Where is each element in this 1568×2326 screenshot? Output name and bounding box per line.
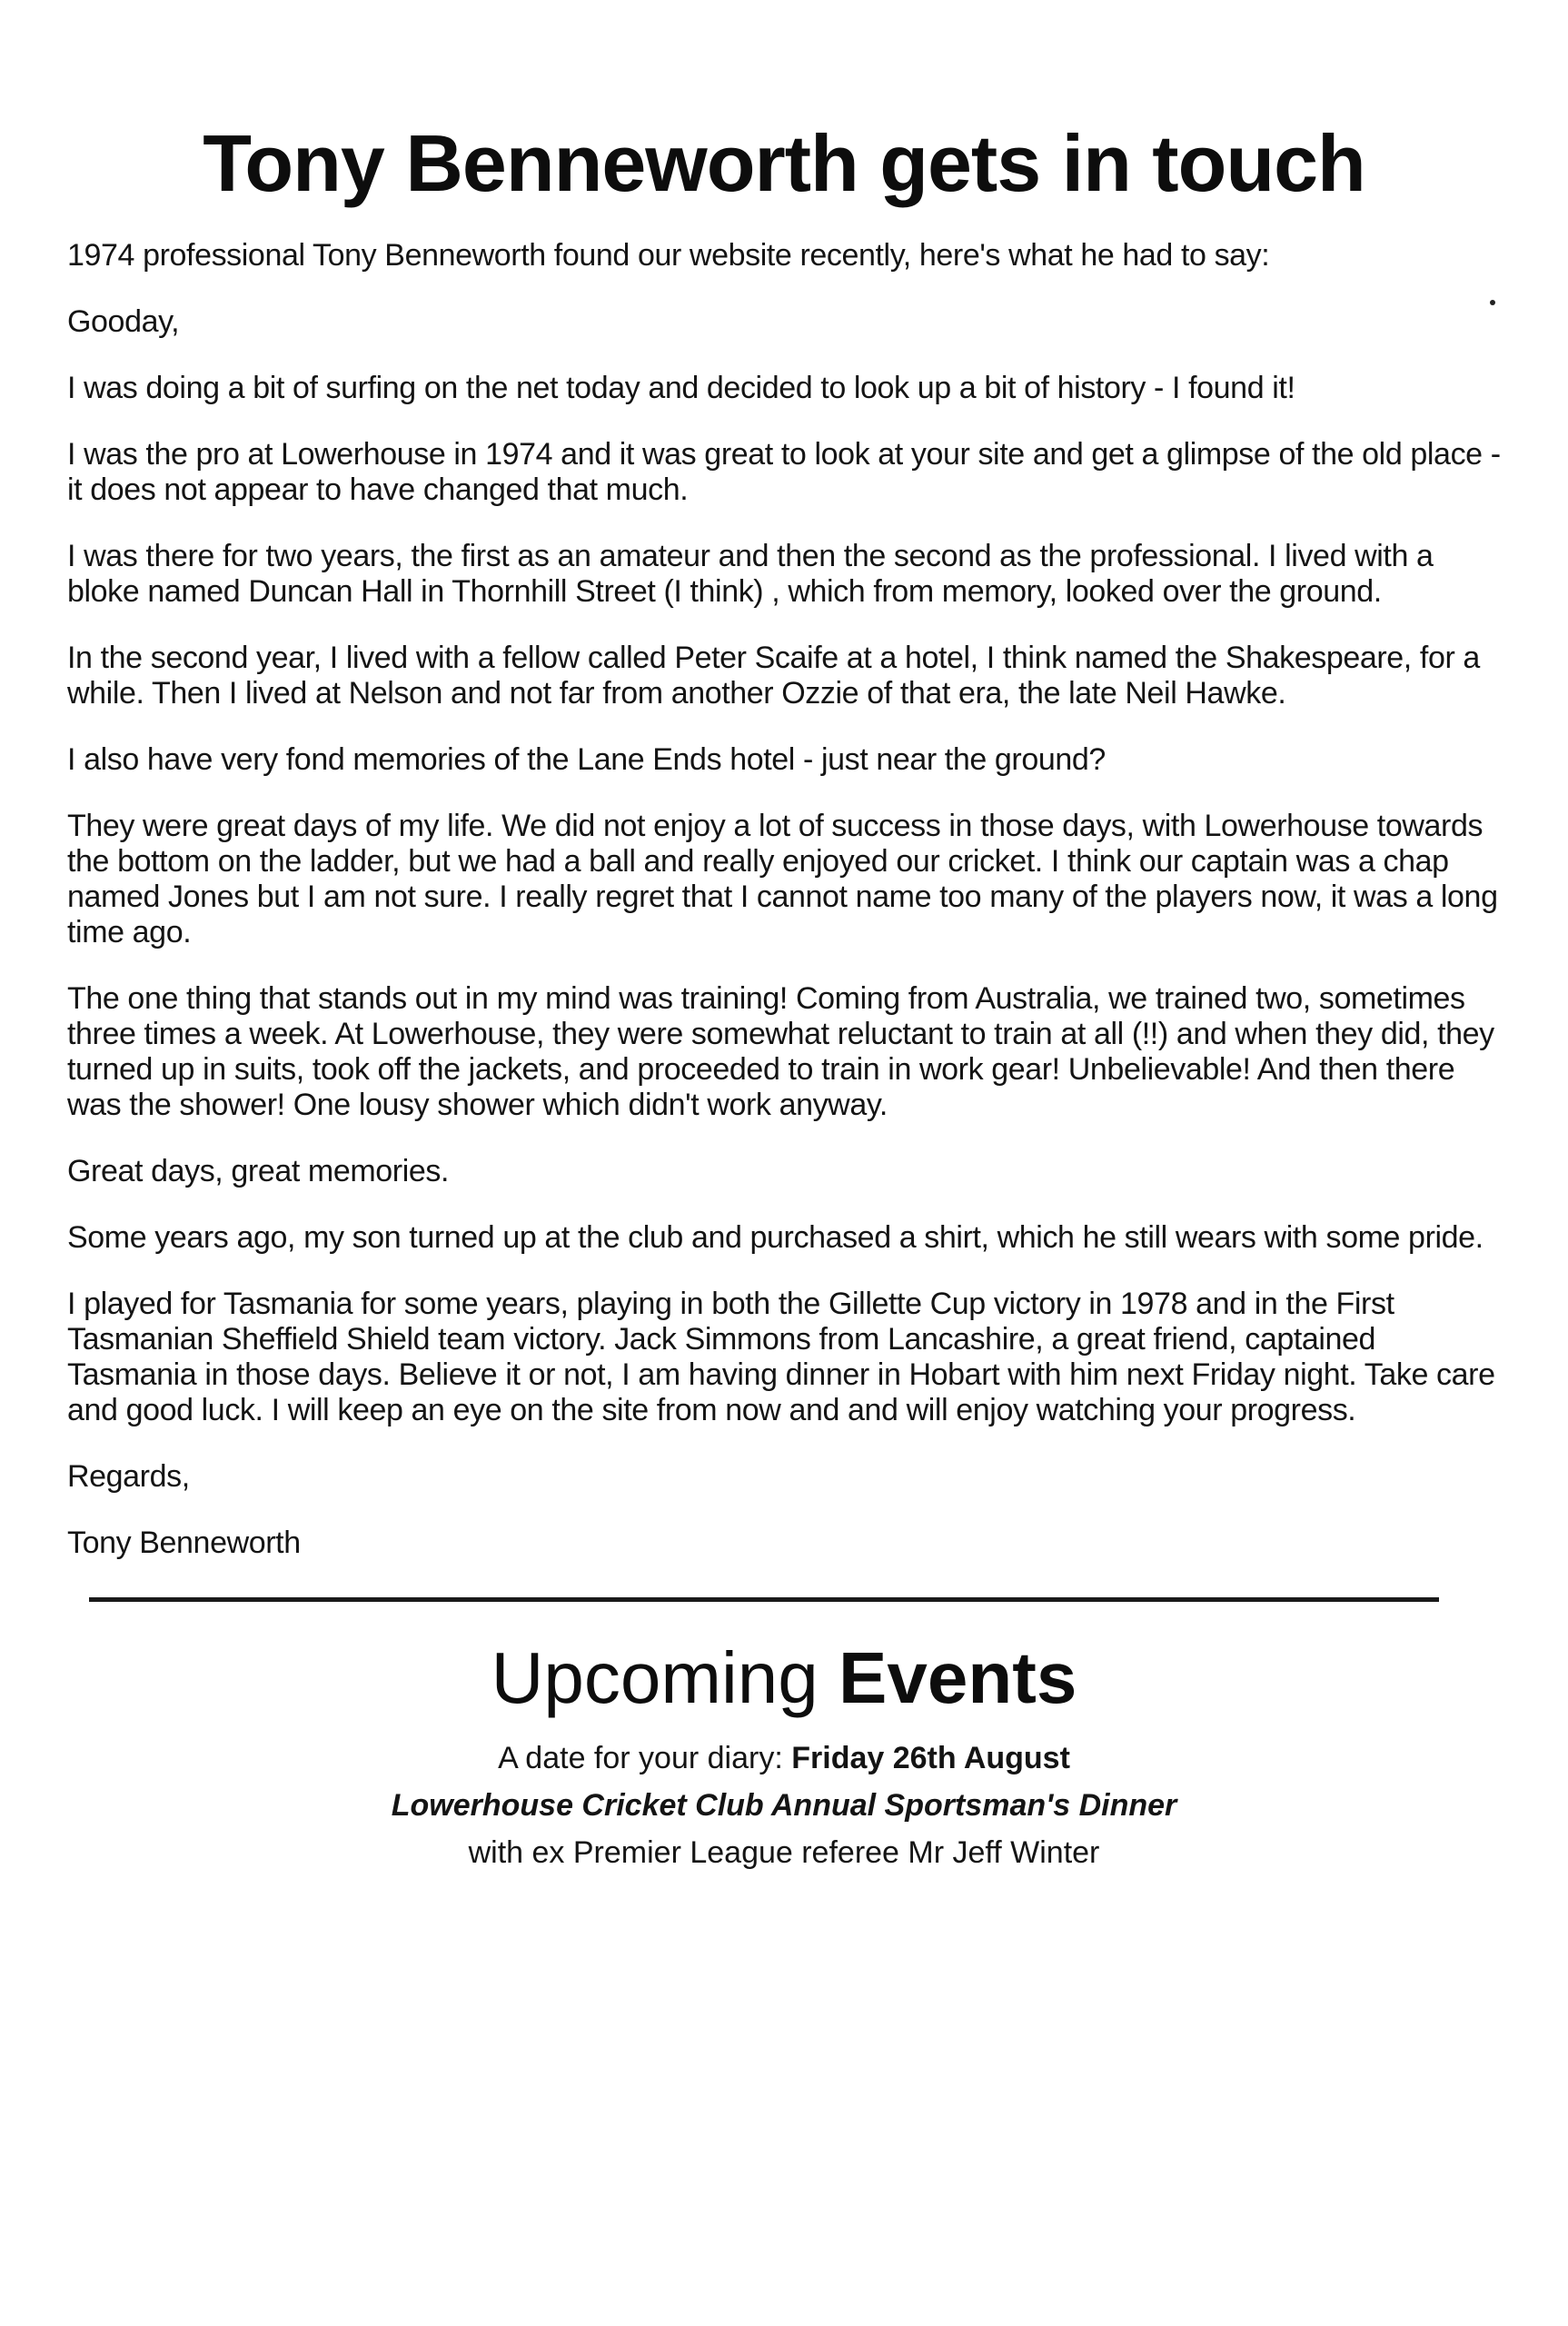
letter-paragraph: I was the pro at Lowerhouse in 1974 and it was great to look at your site and get a glimpse of the old place - it does not appear to have changed that much. [67,437,1501,507]
letter-paragraph: I also have very fond memories of the Lane Ends hotel - just near the ground? [67,742,1106,777]
event-date: Friday 26th August [791,1741,1070,1775]
letter-paragraph: In the second year, I lived with a fellow called Peter Scaife at a hotel, I think named the Shakespeare, for a while. Then I lived at Nelson and not far from another Ozzie of that era, the late Neil Hawke. [67,641,1480,711]
article-title: Tony Benneworth gets in touch [203,118,1365,208]
event-date-line [0,1735,1568,1782]
letter-greeting: Gooday, [67,304,180,339]
letter-paragraph: I played for Tasmania for some years, playing in both the Gillette Cup victory in 1978 and in the First Tasmanian Sheffield Shield team victory. Jack Simmons from Lancashire, a great friend, captained Tasmania in those days. Believe it or not, I am having dinner in Hobart with him next Friday night. Take care and good luck. I will keep an eye on the site from now and and will enjoy watching your progress. [67,1287,1495,1427]
letter-paragraph: The one thing that stands out in my mind was training! Coming from Australia, we trained two, sometimes three times a week. At Lowerhouse, they were somewhat reluctant to train at all (!!) and when they did, they turned up in suits, took off the jackets, and proceeded to train in work gear! Unbelievable! And then there was the shower! One lousy shower which didn't work anyway. [67,981,1494,1122]
section-divider [89,1597,1439,1602]
letter-signoff: Regards, [67,1459,190,1494]
events-heading-bold: Events [839,1637,1077,1718]
events-heading-regular: Upcoming [491,1637,819,1718]
letter-paragraph: Great days, great memories. [67,1154,450,1188]
article-body [67,238,1503,1561]
scan-speck [1490,300,1495,305]
letter-paragraph: They were great days of my life. We did not enjoy a lot of success in those days, with Lowerhouse towards the bottom on the ladder, but we had a ball and really enjoyed our cricket. I think our captain was a chap named Jones but I am not sure. I really regret that I cannot name too many of the players now, it was a long time ago. [67,809,1498,949]
events-heading [0,1635,1568,1722]
letter-paragraph: I was there for two years, the first as an amateur and then the second as the professional. I lived with a bloke named Duncan Hall in Thornhill Street (I think) , which from memory, looked over the ground. [67,539,1434,609]
event-date-prefix: A date for your diary: [498,1741,783,1775]
letter-paragraph: Some years ago, my son turned up at the club and purchased a shirt, which he still wears with some pride. [67,1220,1484,1255]
letter-paragraph: I was doing a bit of surfing on the net today and decided to look up a bit of history - I found it! [67,371,1295,405]
letter-signature: Tony Benneworth [67,1526,301,1560]
article-intro: 1974 professional Tony Benneworth found our website recently, here's what he had to say: [67,238,1270,273]
event-guest: with ex Premier League referee Mr Jeff Winter [468,1835,1100,1870]
event-name: Lowerhouse Cricket Club Annual Sportsman's Dinner [391,1788,1177,1823]
